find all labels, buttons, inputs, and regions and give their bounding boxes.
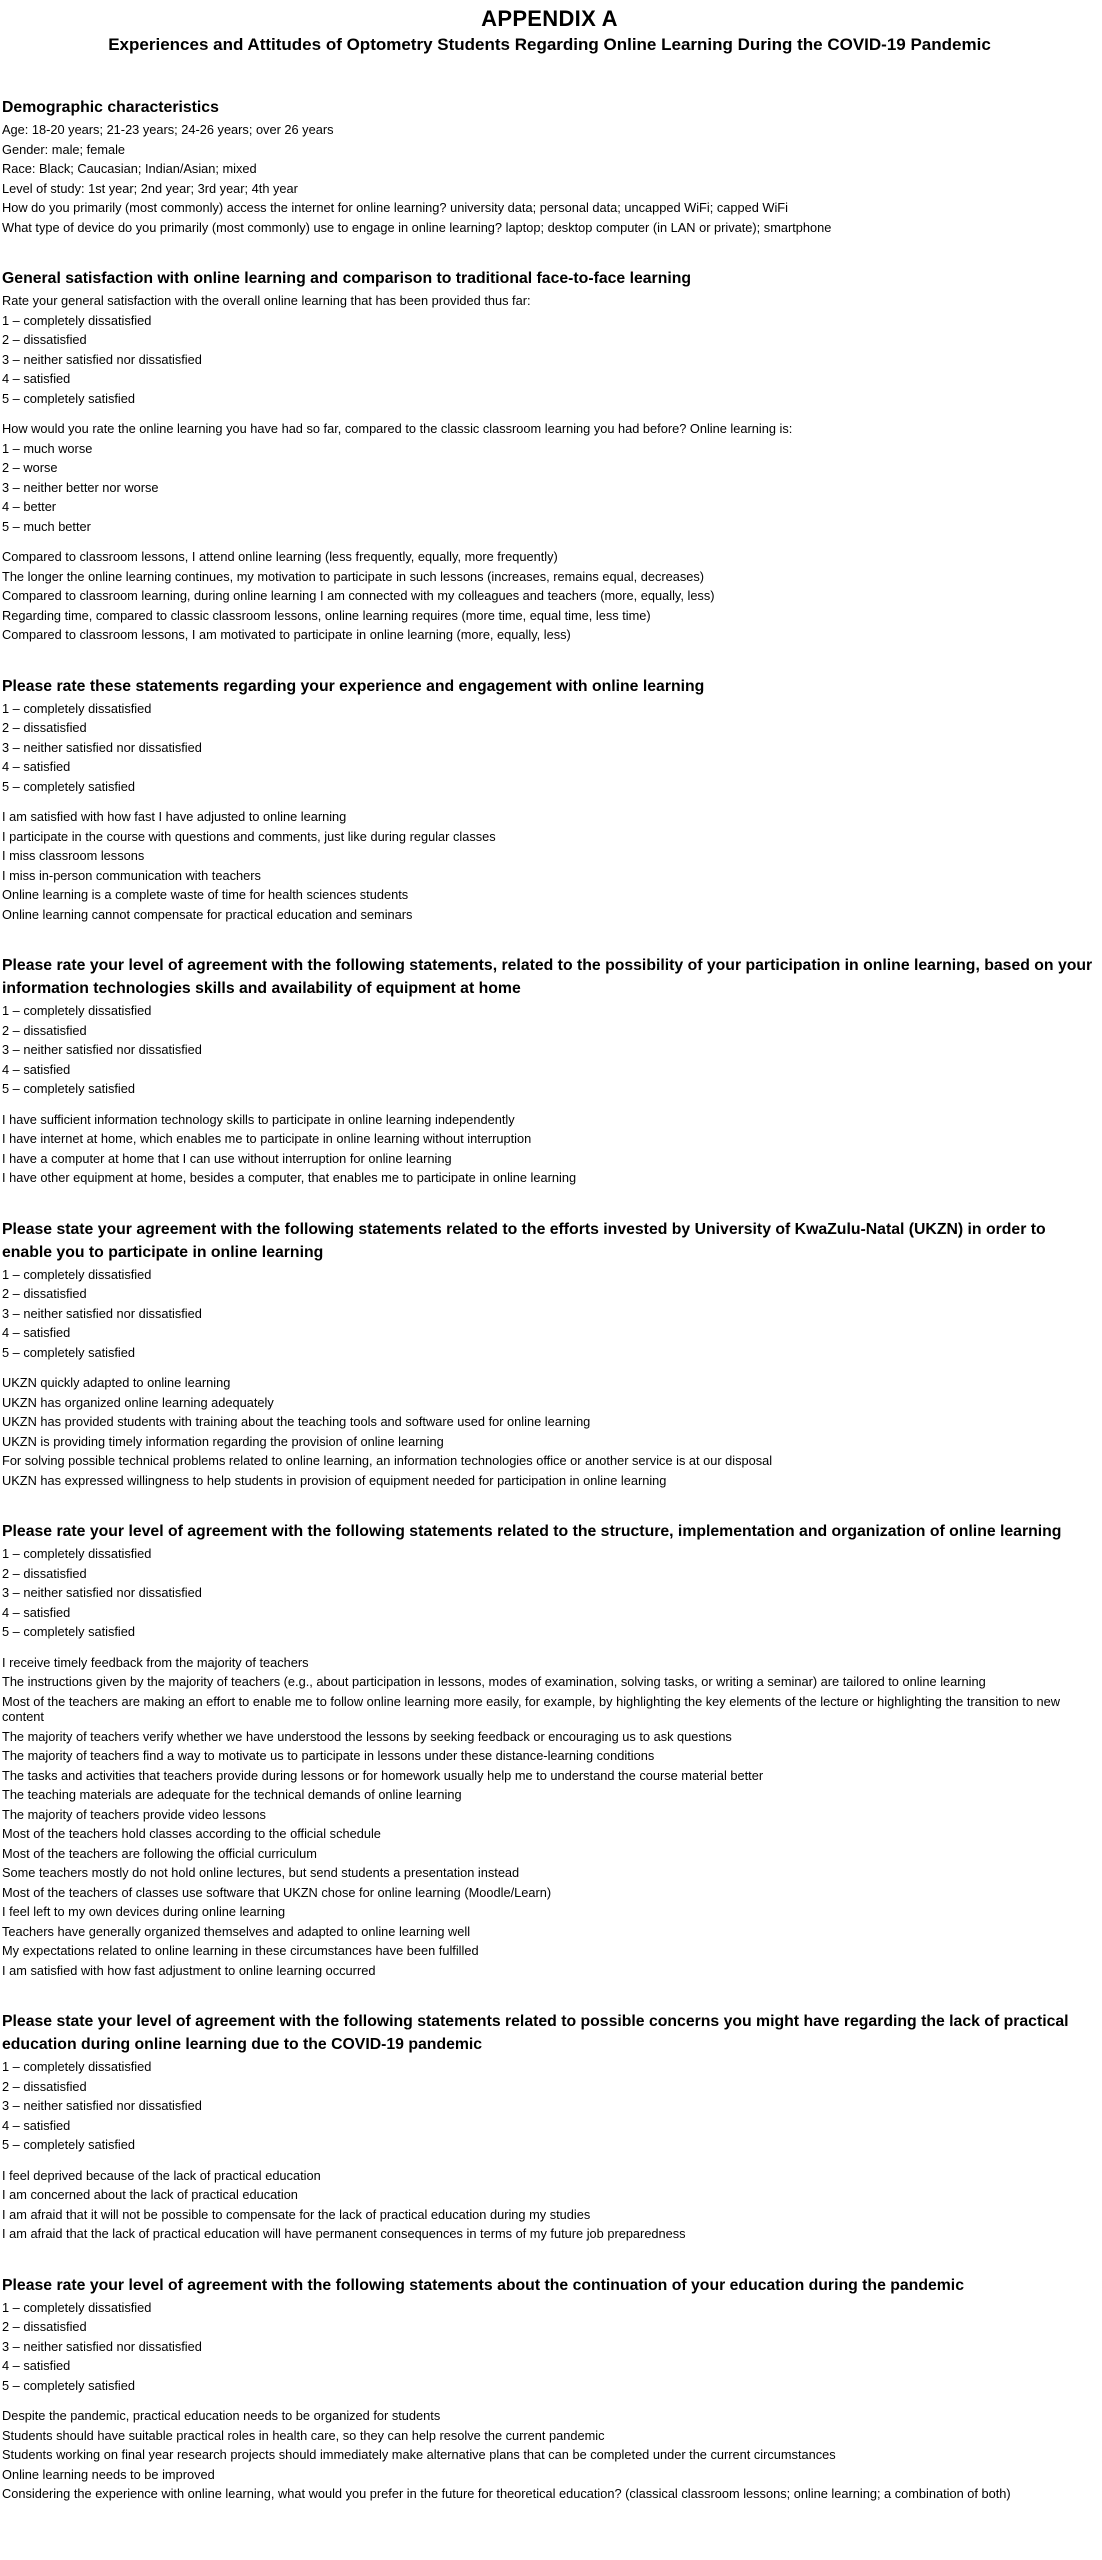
text-line: Students working on final year research projects should immediately make alternative plans that can be completed under the current circumstances <box>2 2447 836 2462</box>
text-line: The tasks and activities that teachers provide during lessons or for homework usually help me to understand the course material better <box>2 1767 764 1783</box>
text-line: Online learning cannot compensate for practical education and seminars <box>2 906 413 922</box>
text-line: I feel deprived because of the lack of practical education <box>2 2167 321 2183</box>
statement-block <box>2 2168 1097 2242</box>
appendix-subtitle: Experiences and Attitudes of Optometry Students Regarding Online Learning During the COVID-19 Pandemic <box>108 35 991 54</box>
text-line: The teaching materials are adequate for the technical demands of online learning <box>2 1787 462 1802</box>
text-line: UKZN has provided students with training about the teaching tools and software used for online learning <box>2 1414 591 1429</box>
text-line: Most of the teachers are making an effort to enable me to follow online learning more easily, for example, by highlighting the key elements of the lecture or highlighting the transition to new content <box>2 1693 1060 1724</box>
text-line: The majority of teachers provide video lessons <box>2 1806 266 1822</box>
text-line: 5 – completely satisfied <box>2 1624 136 1639</box>
statement-block <box>2 809 1097 922</box>
statement-block <box>2 1267 1097 1361</box>
text-line: How would you rate the online learning you have had so far, compared to the classic classroom learning you had before? Online learning is: <box>2 421 793 436</box>
text-line: I have other equipment at home, besides a computer, that enables me to participate in online learning <box>2 1170 577 1185</box>
text-line: 3 – neither satisfied nor dissatisfied <box>2 1585 202 1600</box>
text-line: Race: Black; Caucasian; Indian/Asian; mixed <box>2 161 257 176</box>
text-line: 5 – completely satisfied <box>2 1081 136 1096</box>
text-line: 3 – neither satisfied nor dissatisfied <box>2 351 202 367</box>
text-line: Online learning needs to be improved <box>2 2466 215 2482</box>
statement-block <box>2 2408 1097 2502</box>
text-line: 4 – satisfied <box>2 1604 71 1620</box>
text-line: 1 – completely dissatisfied <box>2 700 152 716</box>
statement-block <box>2 2300 1097 2394</box>
statement-block <box>2 2059 1097 2153</box>
text-line: 4 – satisfied <box>2 759 71 774</box>
text-line: 2 – worse <box>2 460 58 475</box>
text-line: Compared to classroom lessons, I am motivated to participate in online learning (more, equally, less) <box>2 627 571 642</box>
questionnaire-section <box>2 675 1097 923</box>
text-line: 1 – completely dissatisfied <box>2 1546 152 1561</box>
section-heading: Please rate your level of agreement with the following statements about the continuation of your education during the pandemic <box>2 2276 964 2294</box>
section-heading: General satisfaction with online learning and comparison to traditional face-to-face learning <box>2 270 692 287</box>
text-line: I feel left to my own devices during online learning <box>2 1904 286 1919</box>
section-heading: Demographic characteristics <box>2 99 219 116</box>
text-line: UKZN has expressed willingness to help students in provision of equipment needed for participation in online learning <box>2 1472 667 1488</box>
text-line: I miss classroom lessons <box>2 848 145 863</box>
text-line: Compared to classroom learning, during online learning I am connected with my colleagues and teachers (more, equally, less) <box>2 588 715 603</box>
text-line: 3 – neither satisfied nor dissatisfied <box>2 2338 202 2354</box>
text-line: 2 – dissatisfied <box>2 1565 87 1581</box>
questionnaire-section <box>2 2010 1097 2242</box>
text-line: I have sufficient information technology skills to participate in online learning independently <box>2 1111 515 1127</box>
text-line: 1 – completely dissatisfied <box>2 2059 152 2074</box>
text-line: The majority of teachers verify whether we have understood the lessons by seeking feedback or encouraging us to ask questions <box>2 1728 732 1744</box>
text-line: I am afraid that the lack of practical education will have permanent consequences in terms of my future job preparedness <box>2 2226 686 2241</box>
text-line: I am satisfied with how fast adjustment to online learning occurred <box>2 1962 376 1978</box>
text-line: Gender: male; female <box>2 141 126 157</box>
text-line: 5 – completely satisfied <box>2 2377 136 2393</box>
text-line: Regarding time, compared to classic classroom lessons, online learning requires (more time, equal time, less time) <box>2 607 651 623</box>
text-line: I receive timely feedback from the majority of teachers <box>2 1654 309 1670</box>
text-line: The majority of teachers find a way to motivate us to participate in lessons under these distance-learning conditions <box>2 1748 655 1763</box>
text-line: UKZN is providing timely information regarding the provision of online learning <box>2 1433 444 1449</box>
section-heading: Please state your agreement with the following statements related to the efforts invested by University of KwaZulu-Natal (UKZN) in order to enable you to participate in online learning <box>2 1220 1046 1261</box>
statement-block <box>2 1655 1097 1979</box>
text-line: How do you primarily (most commonly) access the internet for online learning? university data; personal data; uncapped WiFi; capped WiFi <box>2 200 788 215</box>
text-line: I am concerned about the lack of practical education <box>2 2187 298 2202</box>
text-line: 2 – dissatisfied <box>2 1286 87 1301</box>
text-line: 3 – neither satisfied nor dissatisfied <box>2 1042 202 1057</box>
appendix-title: APPENDIX A <box>481 6 618 31</box>
text-line: Online learning is a complete waste of time for health sciences students <box>2 887 409 902</box>
text-line: Considering the experience with online learning, what would you prefer in the future for theoretical education? (classical classroom lessons; online learning; a combination of both) <box>2 2486 1011 2501</box>
questionnaire-section <box>2 267 1097 643</box>
text-line: 2 – dissatisfied <box>2 2319 87 2334</box>
text-line: 2 – dissatisfied <box>2 2078 87 2094</box>
text-line: I participate in the course with questions and comments, just like during regular classes <box>2 828 496 844</box>
statement-block <box>2 1375 1097 1488</box>
text-line: Compared to classroom lessons, I attend online learning (less frequently, equally, more frequently) <box>2 549 558 564</box>
text-line: Most of the teachers are following the official curriculum <box>2 1845 317 1861</box>
text-line: 1 – completely dissatisfied <box>2 312 152 328</box>
statement-block <box>2 293 1097 406</box>
text-line: What type of device do you primarily (most commonly) use to engage in online learning? laptop; desktop computer (in LAN or private); smartphone <box>2 219 832 235</box>
text-line: 1 – completely dissatisfied <box>2 1266 152 1282</box>
text-line: 5 – completely satisfied <box>2 2137 136 2152</box>
text-line: I have internet at home, which enables me to participate in online learning without interruption <box>2 1131 532 1146</box>
text-line: I am afraid that it will not be possible to compensate for the lack of practical education during my studies <box>2 2206 591 2222</box>
text-line: Students should have suitable practical roles in health care, so they can help resolve the current pandemic <box>2 2427 605 2443</box>
text-line: 5 – completely satisfied <box>2 1344 136 1360</box>
text-line: My expectations related to online learning in these circumstances have been fulfilled <box>2 1943 479 1958</box>
statement-block <box>2 421 1097 534</box>
section-heading: Please rate your level of agreement with the following statements, related to the possibility of your participation in online learning, based on your information technologies skills and availability of equipment at home <box>2 957 1093 997</box>
text-line: I have a computer at home that I can use without interruption for online learning <box>2 1150 452 1166</box>
text-line: Most of the teachers hold classes according to the official schedule <box>2 1826 381 1841</box>
questionnaire-section <box>2 1520 1097 1978</box>
text-line: 5 – completely satisfied <box>2 778 136 794</box>
text-line: 5 – completely satisfied <box>2 390 136 406</box>
statement-block <box>2 1003 1097 1097</box>
text-line: 1 – completely dissatisfied <box>2 1003 152 1018</box>
text-line: 5 – much better <box>2 518 91 534</box>
text-line: 3 – neither satisfied nor dissatisfied <box>2 1305 202 1321</box>
text-line: 4 – satisfied <box>2 371 71 386</box>
text-line: 2 – dissatisfied <box>2 332 87 347</box>
questionnaire-section <box>2 2274 1097 2502</box>
statement-block <box>2 549 1097 643</box>
text-line: 3 – neither satisfied nor dissatisfied <box>2 739 202 755</box>
text-line: 4 – satisfied <box>2 2117 71 2133</box>
text-line: I am satisfied with how fast I have adjusted to online learning <box>2 809 347 824</box>
text-line: 4 – satisfied <box>2 2358 71 2373</box>
text-line: 1 – much worse <box>2 440 93 456</box>
text-line: The instructions given by the majority of teachers (e.g., about participation in lessons, modes of examination, solving tasks, or writing a seminar) are tailored to online learning <box>2 1674 986 1689</box>
statement-block <box>2 1546 1097 1640</box>
statement-block <box>2 122 1097 235</box>
text-line: Age: 18-20 years; 21-23 years; 24-26 years; over 26 years <box>2 122 334 137</box>
text-line: Level of study: 1st year; 2nd year; 3rd year; 4th year <box>2 180 298 196</box>
text-line: 4 – satisfied <box>2 1325 71 1340</box>
statement-block <box>2 1112 1097 1186</box>
section-heading: Please rate your level of agreement with the following statements related to the structure, implementation and organization of online learning <box>2 1523 1062 1540</box>
text-line: I miss in-person communication with teachers <box>2 867 261 883</box>
text-line: 3 – neither satisfied nor dissatisfied <box>2 2098 202 2113</box>
text-line: 2 – dissatisfied <box>2 720 87 735</box>
statement-block <box>2 701 1097 795</box>
sections-container <box>2 96 1097 2502</box>
text-line: 4 – satisfied <box>2 1061 71 1077</box>
text-line: 3 – neither better nor worse <box>2 479 159 495</box>
text-line: Most of the teachers of classes use software that UKZN chose for online learning (Moodle/Learn) <box>2 1884 552 1900</box>
text-line: 2 – dissatisfied <box>2 1022 87 1038</box>
questionnaire-section <box>2 96 1097 235</box>
text-line: For solving possible technical problems related to online learning, an information technologies office or another service is at our disposal <box>2 1453 773 1468</box>
questionnaire-section <box>2 954 1097 1186</box>
text-line: The longer the online learning continues, my motivation to participate in such lessons (increases, remains equal, decreases) <box>2 568 705 584</box>
text-line: Some teachers mostly do not hold online lectures, but send students a presentation instead <box>2 1865 520 1880</box>
questionnaire-section <box>2 1218 1097 1489</box>
section-heading: Please rate these statements regarding your experience and engagement with online learning <box>2 677 705 695</box>
text-line: UKZN has organized online learning adequately <box>2 1394 274 1410</box>
text-line: 1 – completely dissatisfied <box>2 2299 152 2315</box>
text-line: Despite the pandemic, practical education needs to be organized for students <box>2 2408 441 2423</box>
text-line: Teachers have generally organized themselves and adapted to online learning well <box>2 1923 471 1939</box>
text-line: Rate your general satisfaction with the overall online learning that has been provided thus far: <box>2 293 531 308</box>
text-line: 4 – better <box>2 499 57 514</box>
section-heading: Please state your level of agreement with the following statements related to possible concerns you might have regarding the lack of practical education during online learning due to the COVID-19 pandemic <box>2 2013 1069 2053</box>
text-line: UKZN quickly adapted to online learning <box>2 1375 231 1390</box>
